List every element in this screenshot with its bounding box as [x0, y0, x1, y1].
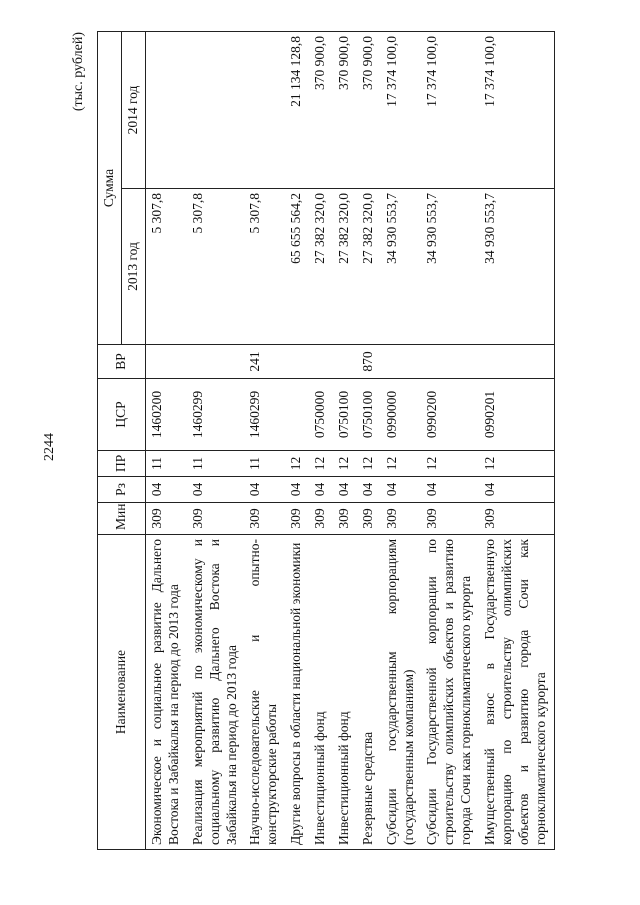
cell-vr: 241	[244, 345, 285, 379]
cell-name: Инвестиционный фонд	[309, 535, 333, 850]
cell-name: Инвестиционный фонд	[333, 535, 357, 850]
table-row	[357, 31, 381, 849]
header-csr: ЦСР	[98, 379, 146, 451]
table-row	[244, 31, 285, 849]
cell-vr	[421, 345, 479, 379]
cell-min: 309	[381, 503, 422, 535]
cell-vr	[146, 345, 187, 379]
cell-name: Научно-исследовательские и опытно-конструкторские работы	[244, 535, 285, 850]
cell-min: 309	[309, 503, 333, 535]
table-row	[479, 31, 554, 849]
cell-name: Субсидии государственным корпорациям (государственным компаниям)	[381, 535, 422, 850]
cell-2014: 370 900,0	[333, 31, 357, 188]
cell-2014: 17 374 100,0	[421, 31, 479, 188]
cell-csr: 1460299	[244, 379, 285, 451]
cell-2014: 370 900,0	[357, 31, 381, 188]
cell-min: 309	[285, 503, 309, 535]
cell-2013: 65 655 564,2	[285, 189, 309, 345]
cell-pr: 11	[146, 451, 187, 477]
cell-vr	[333, 345, 357, 379]
cell-rz: 04	[309, 477, 333, 503]
cell-2014	[146, 31, 187, 188]
cell-min: 309	[357, 503, 381, 535]
cell-min: 309	[187, 503, 245, 535]
table-row	[421, 31, 479, 849]
cell-2014: 17 374 100,0	[479, 31, 554, 188]
cell-min: 309	[421, 503, 479, 535]
cell-rz: 04	[146, 477, 187, 503]
header-sum: Сумма	[98, 31, 122, 344]
cell-min: 309	[333, 503, 357, 535]
cell-2013: 34 930 553,7	[421, 189, 479, 345]
header-2013: 2013 год	[122, 189, 146, 345]
cell-vr: 870	[357, 345, 381, 379]
cell-pr: 12	[309, 451, 333, 477]
cell-2013: 5 307,8	[146, 189, 187, 345]
table-row	[333, 31, 357, 849]
cell-name: Имущественный взнос в Государственную корпорацию по строительству олимпийских объектов и развитию города Сочи как горноклиматического курорта	[479, 535, 554, 850]
cell-rz: 04	[285, 477, 309, 503]
cell-2013: 5 307,8	[187, 189, 245, 345]
cell-2014: 21 134 128,8	[285, 31, 309, 188]
cell-2013: 5 307,8	[244, 189, 285, 345]
cell-csr: 0750000	[309, 379, 333, 451]
cell-2013: 27 382 320,0	[309, 189, 333, 345]
units-label: (тыс. рублей)	[71, 32, 86, 112]
cell-rz: 04	[357, 477, 381, 503]
cell-pr: 12	[357, 451, 381, 477]
cell-vr	[187, 345, 245, 379]
cell-vr	[381, 345, 422, 379]
cell-csr: 1460299	[187, 379, 245, 451]
cell-rz: 04	[421, 477, 479, 503]
cell-2013: 34 930 553,7	[381, 189, 422, 345]
cell-rz: 04	[381, 477, 422, 503]
cell-pr: 12	[381, 451, 422, 477]
cell-pr: 12	[421, 451, 479, 477]
cell-pr: 11	[244, 451, 285, 477]
cell-pr: 11	[187, 451, 245, 477]
cell-rz: 04	[333, 477, 357, 503]
cell-2014: 17 374 100,0	[381, 31, 422, 188]
cell-name: Субсидии Государственной корпорации по строительству олимпийских объектов и развитию города Сочи как горноклиматического курорта	[421, 535, 479, 850]
header-min: Мин	[98, 503, 146, 535]
cell-name: Реализация мероприятий по экономическому и социальному развитию Дальнего Востока и Забайкалья на период до 2013 года	[187, 535, 245, 850]
cell-min: 309	[479, 503, 554, 535]
cell-pr: 12	[285, 451, 309, 477]
cell-min: 309	[146, 503, 187, 535]
cell-2014	[244, 31, 285, 188]
cell-csr: 0750100	[357, 379, 381, 451]
cell-rz: 04	[187, 477, 245, 503]
header-rz: Рз	[98, 477, 146, 503]
cell-vr	[309, 345, 333, 379]
cell-2014: 370 900,0	[309, 31, 333, 188]
cell-rz: 04	[244, 477, 285, 503]
cell-2014	[187, 31, 245, 188]
cell-2013: 34 930 553,7	[479, 189, 554, 345]
cell-min: 309	[244, 503, 285, 535]
cell-pr: 12	[479, 451, 554, 477]
header-pr: ПР	[98, 451, 146, 477]
cell-rz: 04	[479, 477, 554, 503]
cell-2013: 27 382 320,0	[357, 189, 381, 345]
header-2014: 2014 год	[122, 31, 146, 188]
table-row	[381, 31, 422, 849]
table-row	[187, 31, 245, 849]
rotated-page-area	[67, 30, 627, 850]
cell-csr: 1460200	[146, 379, 187, 451]
budget-table	[97, 31, 555, 850]
header-name: Наименование	[98, 535, 146, 850]
cell-name: Другие вопросы в области национальной экономики	[285, 535, 309, 850]
header-vr: ВР	[98, 345, 146, 379]
table-row	[146, 31, 187, 849]
cell-csr: 0750100	[333, 379, 357, 451]
cell-csr: 0990200	[421, 379, 479, 451]
cell-csr: 0990201	[479, 379, 554, 451]
page-number: 2244	[42, 433, 57, 461]
page-content	[67, 30, 627, 850]
cell-vr	[285, 345, 309, 379]
cell-pr: 12	[333, 451, 357, 477]
cell-csr	[285, 379, 309, 451]
cell-csr: 0990000	[381, 379, 422, 451]
table-row	[285, 31, 309, 849]
table-row	[309, 31, 333, 849]
cell-vr	[479, 345, 554, 379]
cell-name: Экономическое и социальное развитие Дальнего Востока и Забайкалья на период до 2013 года	[146, 535, 187, 850]
cell-2013: 27 382 320,0	[333, 189, 357, 345]
cell-name: Резервные средства	[357, 535, 381, 850]
